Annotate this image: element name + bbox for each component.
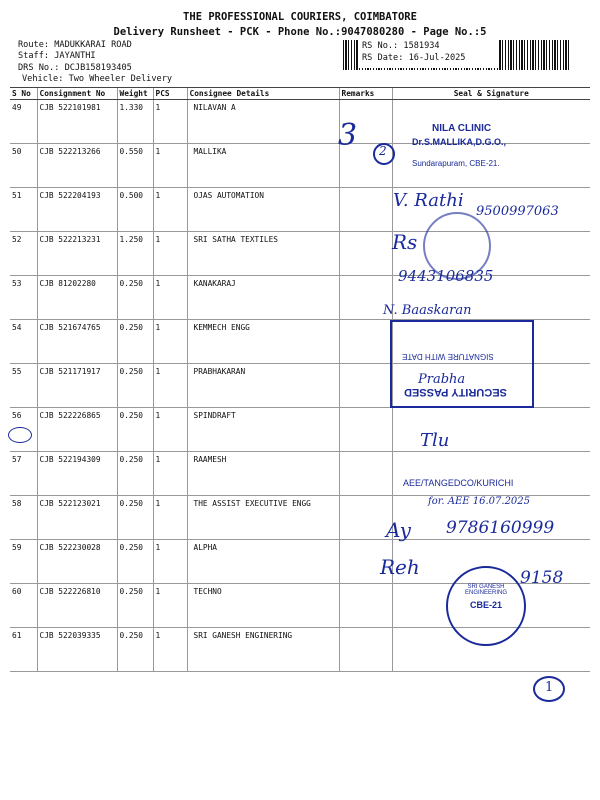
serial-number: 57 bbox=[10, 452, 37, 496]
signature-51: V. Rathi bbox=[393, 190, 464, 211]
phone-59: 9786160999 bbox=[446, 518, 555, 538]
consignee: PRABHAKARAN bbox=[187, 364, 339, 408]
remarks-cell bbox=[339, 188, 392, 232]
weight: 1.330 bbox=[117, 100, 153, 144]
consignee: RAAMESH bbox=[187, 452, 339, 496]
serial-number: 61 bbox=[10, 628, 37, 672]
remarks-cell bbox=[339, 364, 392, 408]
handwritten-2: 2 bbox=[379, 144, 387, 158]
pcs: 1 bbox=[153, 320, 187, 364]
col-weight: Weight bbox=[117, 88, 153, 100]
remarks-cell bbox=[339, 584, 392, 628]
security-stamp bbox=[390, 320, 534, 408]
rs-number: RS No.: 1581934 bbox=[362, 41, 440, 51]
consignee: OJAS AUTOMATION bbox=[187, 188, 339, 232]
consignment-number: CJB 81202280 bbox=[37, 276, 117, 320]
page-circle-number: 1 bbox=[545, 680, 554, 695]
consignment-number: CJB 522230028 bbox=[37, 540, 117, 584]
consignment-number: CJB 521674765 bbox=[37, 320, 117, 364]
serial-number: 56 bbox=[10, 408, 37, 452]
stamp-line-2: Dr.S.MALLIKA,D.G.O., bbox=[412, 137, 507, 147]
consignment-number: CJB 522226810 bbox=[37, 584, 117, 628]
consignment-number: CJB 522204193 bbox=[37, 188, 117, 232]
serial-number: 54 bbox=[10, 320, 37, 364]
weight: 1.250 bbox=[117, 232, 153, 276]
signature-59: Ay bbox=[386, 518, 411, 542]
weight: 0.550 bbox=[117, 144, 153, 188]
weight: 0.500 bbox=[117, 188, 153, 232]
company-title: THE PROFESSIONAL COURIERS, COIMBATORE bbox=[183, 11, 417, 23]
weight: 0.250 bbox=[117, 452, 153, 496]
signature-57: Tlu bbox=[420, 430, 450, 451]
phone-51: 9500997063 bbox=[476, 204, 559, 219]
serial-number: 59 bbox=[10, 540, 37, 584]
runsheet-title: Delivery Runsheet - PCK - Phone No.:9047080280 - Page No.:5 bbox=[113, 26, 487, 38]
phone-53: 9443106835 bbox=[398, 267, 494, 285]
consignee: TECHNO bbox=[187, 584, 339, 628]
table-header-row bbox=[10, 88, 590, 100]
consignee: SRI SATHA TEXTILES bbox=[187, 232, 339, 276]
remarks-cell bbox=[339, 452, 392, 496]
table-row bbox=[10, 452, 590, 496]
signature-cell bbox=[392, 452, 590, 496]
drs-number: DRS No.: DCJB158193405 bbox=[18, 63, 132, 73]
consignee: NILAVAN A bbox=[187, 100, 339, 144]
staff-label: Staff: JAYANTHI bbox=[18, 51, 96, 61]
consignment-number: CJB 522101981 bbox=[37, 100, 117, 144]
weight: 0.250 bbox=[117, 540, 153, 584]
weight: 0.250 bbox=[117, 320, 153, 364]
phone-60: 9158 bbox=[520, 568, 564, 588]
consignee: KANAKARAJ bbox=[187, 276, 339, 320]
signature-60: Reh bbox=[380, 555, 420, 579]
weight: 0.250 bbox=[117, 364, 153, 408]
weight: 0.250 bbox=[117, 276, 153, 320]
pcs: 1 bbox=[153, 408, 187, 452]
pcs: 1 bbox=[153, 232, 187, 276]
aee-stamp: AEE/TANGEDCO/KURICHI bbox=[403, 478, 514, 488]
handwritten-3: 3 bbox=[338, 118, 358, 153]
signature-56: Prabha bbox=[418, 372, 466, 387]
consignee: ALPHA bbox=[187, 540, 339, 584]
serial-number: 58 bbox=[10, 496, 37, 540]
nila-clinic-stamp bbox=[408, 123, 568, 171]
stamp-line-1: NILA CLINIC bbox=[432, 123, 492, 134]
table-row bbox=[10, 276, 590, 320]
pcs: 1 bbox=[153, 496, 187, 540]
table-row bbox=[10, 232, 590, 276]
serial-number: 50 bbox=[10, 144, 37, 188]
col-consignment: Consignment No bbox=[37, 88, 117, 100]
signature-52: Rs bbox=[392, 230, 418, 254]
serial-number: 51 bbox=[10, 188, 37, 232]
consignment-number: CJB 522194309 bbox=[37, 452, 117, 496]
circled-57 bbox=[8, 427, 32, 443]
pcs: 1 bbox=[153, 144, 187, 188]
consignment-number: CJB 522123021 bbox=[37, 496, 117, 540]
consignment-number: CJB 522039335 bbox=[37, 628, 117, 672]
rs-info-box bbox=[358, 40, 498, 68]
ganesh-seal bbox=[446, 566, 526, 646]
consignee: THE ASSIST EXECUTIVE ENGG bbox=[187, 496, 339, 540]
remarks-cell bbox=[339, 232, 392, 276]
col-seal-signature: Seal & Signature bbox=[392, 88, 590, 100]
security-stamp-line-2: SIGNATURE WITH DATE bbox=[402, 352, 494, 361]
remarks-cell bbox=[339, 408, 392, 452]
serial-number: 55 bbox=[10, 364, 37, 408]
ganesh-seal-city: CBE-21 bbox=[469, 600, 502, 610]
pcs: 1 bbox=[153, 100, 187, 144]
weight: 0.250 bbox=[117, 628, 153, 672]
col-remarks: Remarks bbox=[339, 88, 392, 100]
remarks-cell bbox=[339, 320, 392, 364]
col-consignee: Consignee Details bbox=[187, 88, 339, 100]
security-stamp-line-1: SECURITY PASSED bbox=[404, 386, 507, 398]
signature-54: N. Baaskaran bbox=[383, 303, 472, 318]
pcs: 1 bbox=[153, 540, 187, 584]
route-label: Route: MADUKKARAI ROAD bbox=[18, 40, 132, 50]
stamp-line-3: Sundarapuram, CBE-21. bbox=[412, 159, 500, 168]
serial-number: 49 bbox=[10, 100, 37, 144]
consignee: SRI GANESH ENGINERING bbox=[187, 628, 339, 672]
ganesh-seal-text: SRI GANESH ENGINEERING bbox=[464, 584, 507, 596]
col-sno: S No bbox=[10, 88, 37, 100]
consignment-number: CJB 522226865 bbox=[37, 408, 117, 452]
page-circle bbox=[533, 676, 565, 702]
weight: 0.250 bbox=[117, 584, 153, 628]
pcs: 1 bbox=[153, 628, 187, 672]
consignee: MALLIKA bbox=[187, 144, 339, 188]
rs-date: RS Date: 16-Jul-2025 bbox=[362, 53, 466, 63]
consignment-number: CJB 521171917 bbox=[37, 364, 117, 408]
remarks-cell bbox=[339, 628, 392, 672]
consignee: SPINDRAFT bbox=[187, 408, 339, 452]
col-pcs: PCS bbox=[153, 88, 187, 100]
signature-58: for. AEE 16.07.2025 bbox=[428, 496, 531, 507]
weight: 0.250 bbox=[117, 408, 153, 452]
pcs: 1 bbox=[153, 452, 187, 496]
vehicle-label: Vehicle: Two Wheeler Delivery bbox=[22, 74, 173, 84]
pcs: 1 bbox=[153, 364, 187, 408]
pcs: 1 bbox=[153, 584, 187, 628]
table-row bbox=[10, 408, 590, 452]
pcs: 1 bbox=[153, 188, 187, 232]
serial-number: 53 bbox=[10, 276, 37, 320]
consignment-number: CJB 522213266 bbox=[37, 144, 117, 188]
serial-number: 52 bbox=[10, 232, 37, 276]
weight: 0.250 bbox=[117, 496, 153, 540]
consignment-number: CJB 522213231 bbox=[37, 232, 117, 276]
serial-number: 60 bbox=[10, 584, 37, 628]
consignee: KEMMECH ENGG bbox=[187, 320, 339, 364]
pcs: 1 bbox=[153, 276, 187, 320]
remarks-cell bbox=[339, 496, 392, 540]
